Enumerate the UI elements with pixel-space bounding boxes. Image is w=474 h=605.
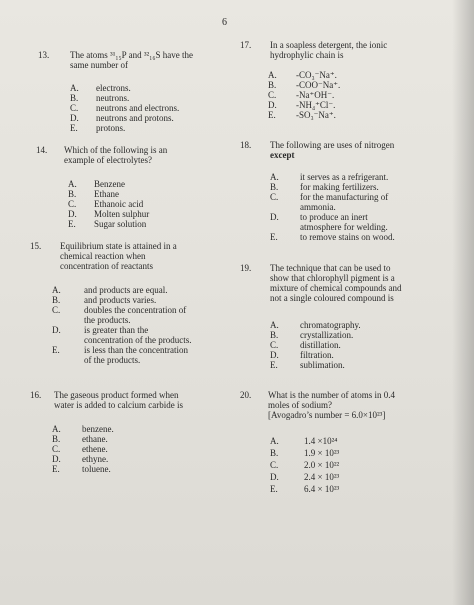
question-number: 16. <box>30 390 42 400</box>
option-text: Molten sulphur <box>94 209 150 219</box>
option-letter: D. <box>270 212 279 222</box>
option-letter: C. <box>68 199 77 209</box>
option-text: protons. <box>96 123 126 133</box>
option-letter: D. <box>270 350 279 360</box>
option-letter: C. <box>270 460 279 470</box>
question-stem <box>270 40 387 60</box>
option-letter: A. <box>270 172 279 182</box>
option-text: neutrons and electrons. <box>96 103 180 113</box>
option-letter: D. <box>52 325 61 335</box>
option-text: benzene. <box>82 424 114 434</box>
question-stem <box>270 263 401 303</box>
option-text: -SO₃⁻Na⁺. <box>296 110 336 120</box>
option-text: and products varies. <box>84 295 157 305</box>
option-text: of the products. <box>84 355 141 365</box>
option-text: filtration. <box>300 350 334 360</box>
stem-line: Equilibrium state is attained in a <box>60 241 177 251</box>
question-stem <box>64 145 167 165</box>
option-text: for making fertilizers. <box>300 182 379 192</box>
option-text: doubles the concentration of <box>84 305 187 315</box>
option-letter: E. <box>270 232 278 242</box>
option-text: is greater than the <box>84 325 149 335</box>
stem-line: hydrophylic chain is <box>270 50 344 60</box>
stem-line: The following are uses of nitrogen <box>270 140 395 150</box>
option-text: ethene. <box>82 444 108 454</box>
option-letter: D. <box>52 454 61 464</box>
question-stem <box>60 241 177 271</box>
question-stem <box>70 50 193 70</box>
option-text: crystallization. <box>300 330 354 340</box>
option-text: to produce an inert <box>300 212 368 222</box>
stem-line: In a soapless detergent, the ionic <box>270 40 388 50</box>
option-letter: D. <box>268 100 277 110</box>
option-text: Sugar solution <box>94 219 147 229</box>
option-letter: B. <box>270 330 279 340</box>
question-number: 17. <box>240 40 252 50</box>
option-letter: C. <box>52 444 61 454</box>
option-text: neutrons and protons. <box>96 113 174 123</box>
option-text: 6.4 × 10²³ <box>304 484 340 494</box>
option-letter: B. <box>70 93 79 103</box>
question-stem <box>270 140 394 160</box>
option-text: 1.9 × 10²³ <box>304 448 340 458</box>
stem-line: show that chlorophyll pigment is a <box>270 273 395 283</box>
option-letter: A. <box>52 424 61 434</box>
option-letter: C. <box>270 340 279 350</box>
option-text: Benzene <box>94 179 125 189</box>
option-letter: B. <box>68 189 77 199</box>
option-text: neutrons. <box>96 93 130 103</box>
option-letter: B. <box>270 448 279 458</box>
stem-line: water is added to calcium carbide is <box>54 400 183 410</box>
option-letter: D. <box>70 113 79 123</box>
option-text: to remove stains on wood. <box>300 232 395 242</box>
option-letter: D. <box>270 472 279 482</box>
stem-line: The technique that can be used to <box>270 263 391 273</box>
page-edge-shadow <box>452 0 474 605</box>
option-letter: E. <box>52 464 60 474</box>
option-letter: C. <box>52 305 61 315</box>
question-number: 18. <box>240 140 252 150</box>
stem-line: [Avogadro’s number = 6.0×10²³] <box>268 410 386 420</box>
option-text: electrons. <box>96 83 131 93</box>
option-letter: B. <box>52 295 61 305</box>
stem-line: The atoms ³¹₁₅P and ³²₁₆S have the <box>70 50 193 60</box>
option-letter: A. <box>52 285 61 295</box>
stem-line: What is the number of atoms in 0.4 <box>268 390 395 400</box>
option-text: Ethane <box>94 189 119 199</box>
option-text: Ethanoic acid <box>94 199 144 209</box>
option-text: ethane. <box>82 434 108 444</box>
option-text: ammonia. <box>300 202 336 212</box>
stem-line: mixture of chemical compounds and <box>270 283 402 293</box>
option-text: sublimation. <box>300 360 345 370</box>
option-text: distillation. <box>300 340 341 350</box>
option-letter: A. <box>68 179 77 189</box>
question-stem <box>54 390 183 410</box>
stem-line: Which of the following is an <box>64 145 168 155</box>
question-number: 14. <box>36 145 48 155</box>
option-text: is less than the concentration <box>84 345 188 355</box>
stem-line: concentration of reactants <box>60 261 153 271</box>
option-letter: C. <box>70 103 79 113</box>
option-letter: C. <box>268 90 277 100</box>
option-text: atmosphere for welding. <box>300 222 388 232</box>
option-letter: E. <box>270 360 278 370</box>
option-text: 2.4 × 10²³ <box>304 472 340 482</box>
option-letter: A. <box>270 320 279 330</box>
option-letter: A. <box>268 70 277 80</box>
option-letter: B. <box>52 434 61 444</box>
stem-line: chemical reaction when <box>60 251 146 261</box>
option-text: toluene. <box>82 464 111 474</box>
option-letter: E. <box>268 110 276 120</box>
option-letter: A. <box>70 83 79 93</box>
option-text: for the manufacturing of <box>300 192 389 202</box>
option-text: -CO₃⁻Na⁺. <box>296 70 337 80</box>
page-number: 6 <box>222 17 227 28</box>
question-number: 20. <box>240 390 252 400</box>
option-text: and products are equal. <box>84 285 168 295</box>
option-text: 1.4 ×10²⁴ <box>304 436 338 446</box>
option-letter: E. <box>270 484 278 494</box>
question-stem <box>268 390 395 420</box>
option-text: concentration of the products. <box>84 335 192 345</box>
option-text: the products. <box>84 315 131 325</box>
stem-line: not a single coloured compound is <box>270 293 394 303</box>
option-letter: A. <box>270 436 279 446</box>
option-text: chromatography. <box>300 320 361 330</box>
option-letter: E. <box>68 219 76 229</box>
question-number: 13. <box>38 50 50 60</box>
option-text: -NH₄⁺Cl⁻. <box>296 100 336 110</box>
option-text: 2.0 × 10²² <box>304 460 340 470</box>
option-letter: B. <box>270 182 279 192</box>
question-number: 19. <box>240 263 252 273</box>
option-letter: D. <box>68 209 77 219</box>
stem-line: moles of sodium? <box>268 400 332 410</box>
stem-line: The gaseous product formed when <box>54 390 179 400</box>
option-text: it serves as a refrigerant. <box>300 172 389 182</box>
option-letter: C. <box>270 192 279 202</box>
question-number: 15. <box>30 241 42 251</box>
stem-emphasis: except <box>270 150 295 160</box>
option-letter: E. <box>52 345 60 355</box>
option-letter: B. <box>268 80 277 90</box>
option-text: -COO⁻Na⁺. <box>296 80 341 90</box>
option-text: -Na⁺OH⁻. <box>296 90 335 100</box>
option-text: ethyne. <box>82 454 109 464</box>
option-letter: E. <box>70 123 78 133</box>
stem-line: same number of <box>70 60 128 70</box>
stem-line: example of electrolytes? <box>64 155 152 165</box>
